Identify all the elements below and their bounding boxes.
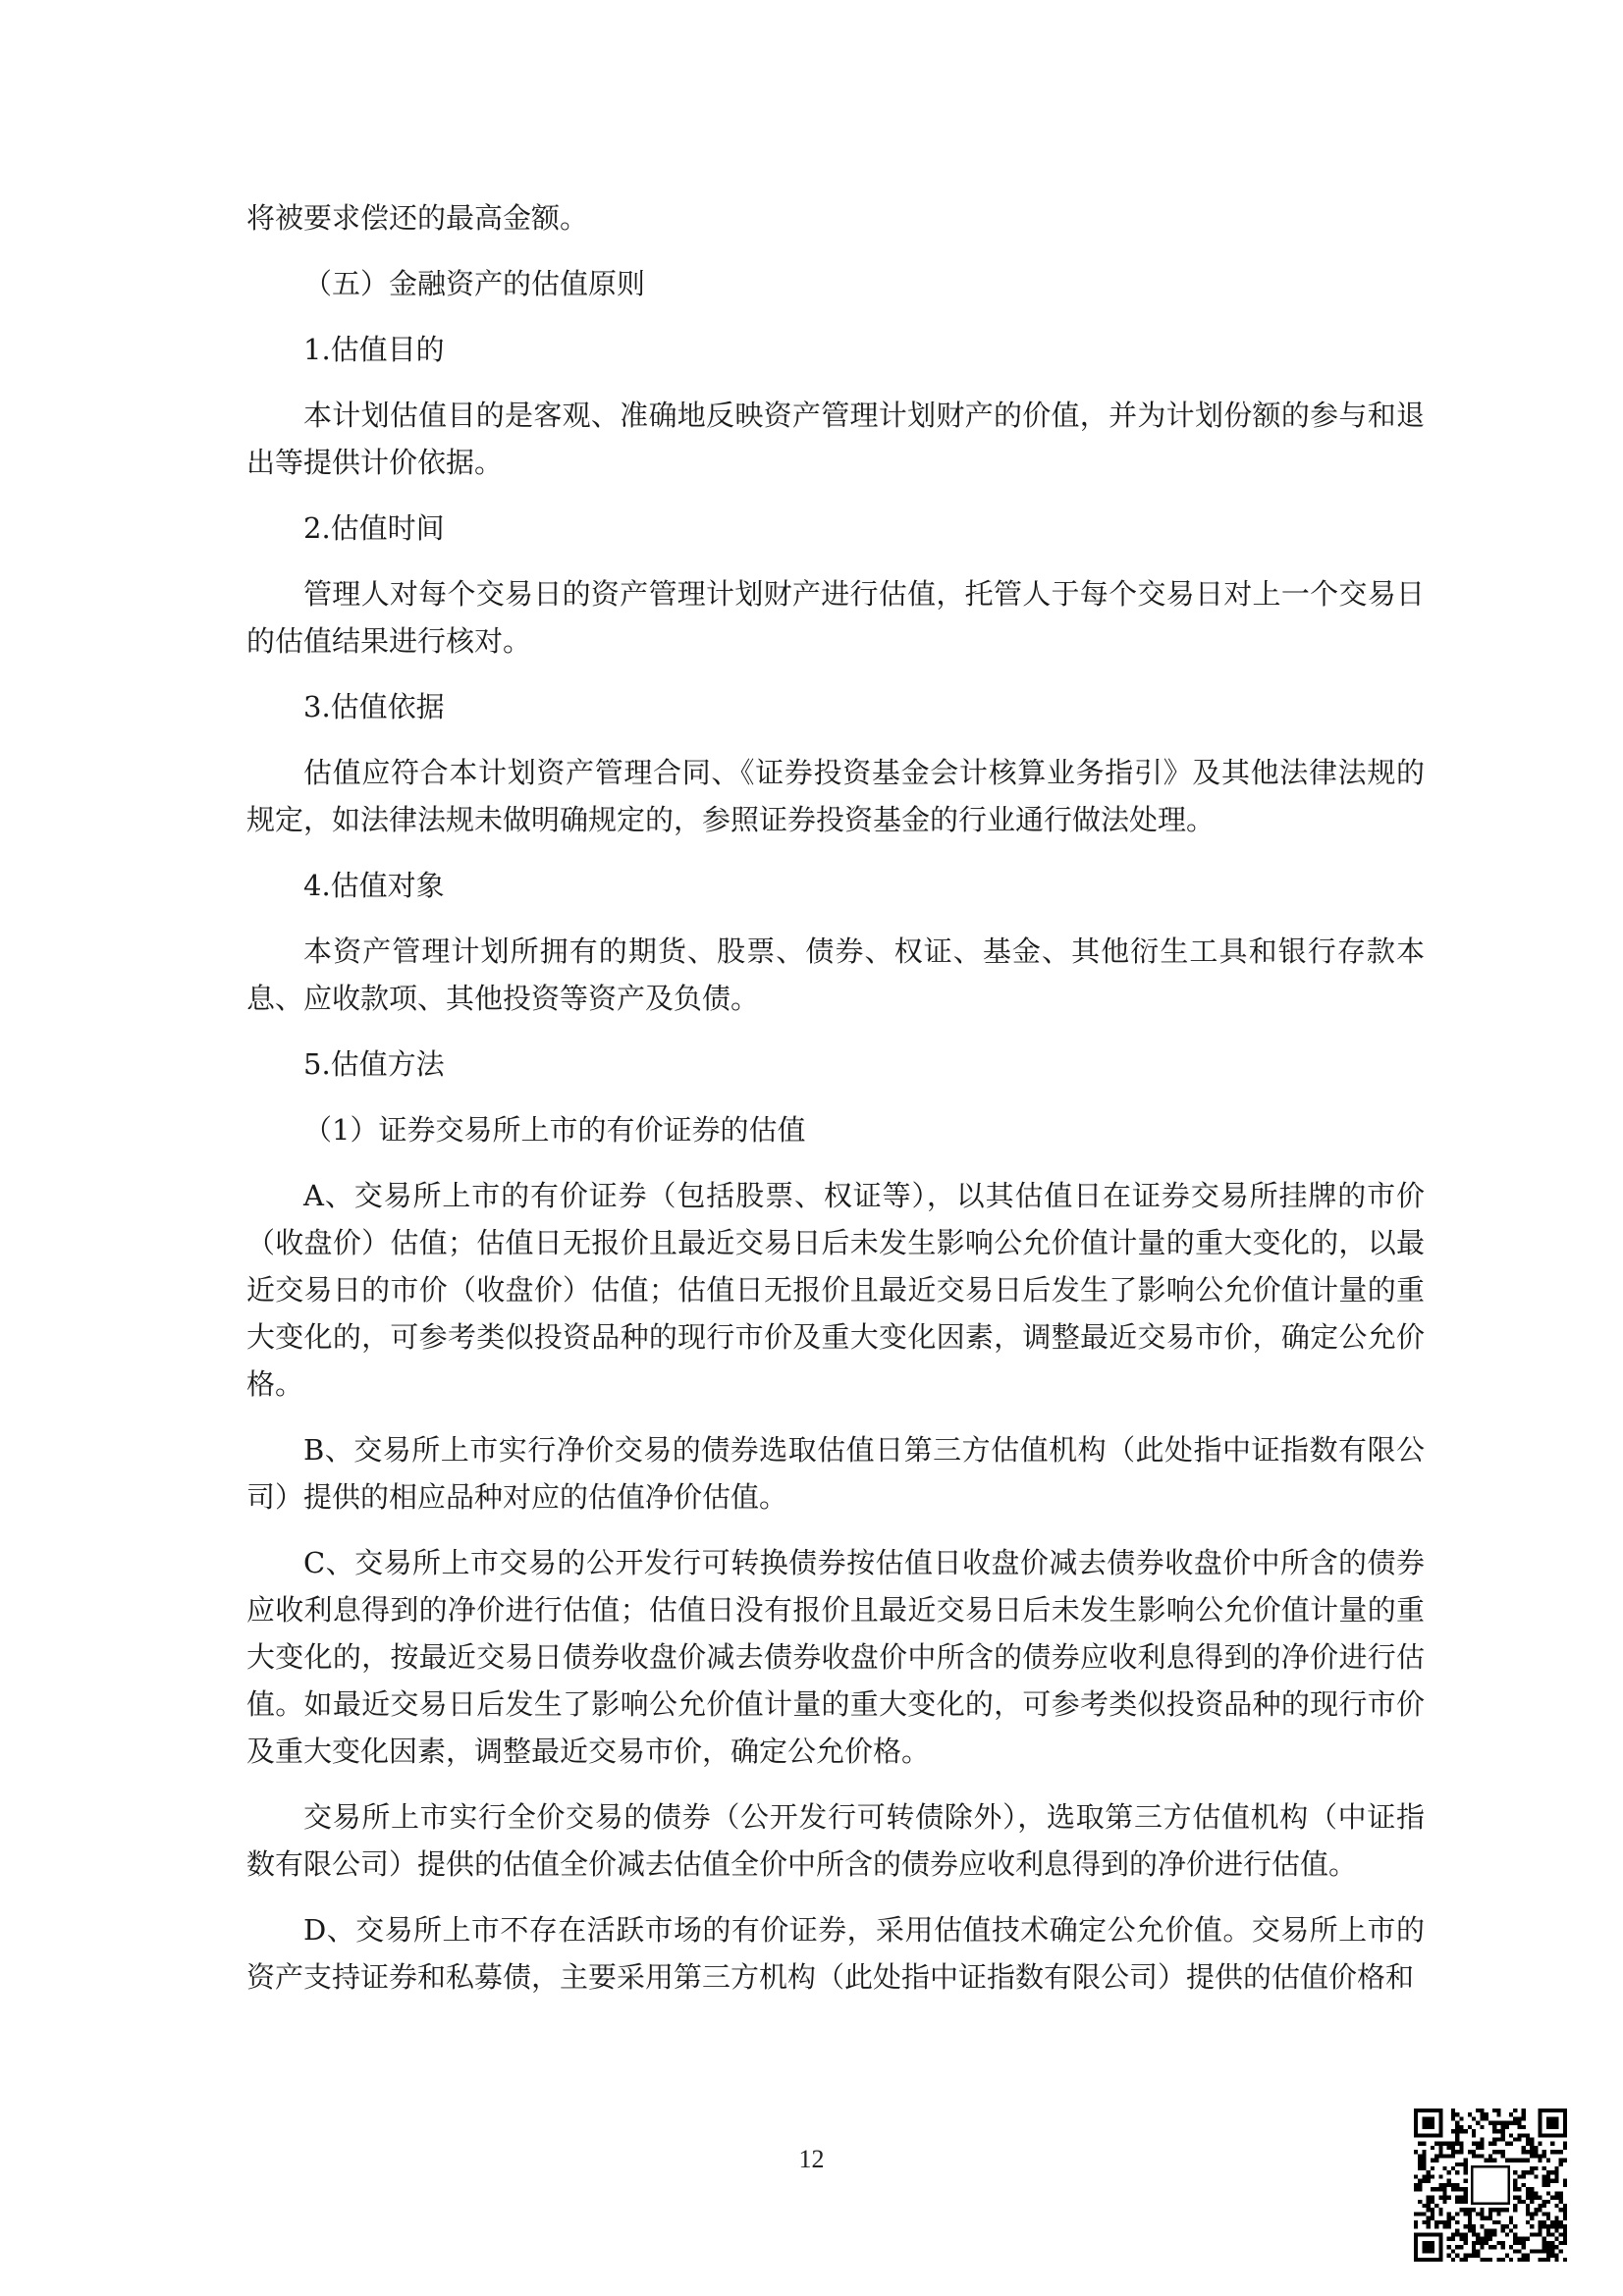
subheading-valuation-purpose: 1.估值目的 bbox=[303, 333, 445, 366]
paragraph: 交易所上市实行全价交易的债券（公开发行可转债除外），选取第三方估值机构（中证指数有限公司）提供的估值全价减去估值全价中所含的债券应收利息得到的净价进行估值。 bbox=[246, 1800, 1425, 1881]
paragraph-item-a: A、交易所上市的有价证券（包括股票、权证等），以其估值日在证券交易所挂牌的市价（收盘价）估值；估值日无报价且最近交易日后未发生影响公允价值计量的重大变化的，以最近交易日的市价（收盘价）估值；估值日无报价且最近交易日后发生了影响公允价值计量的重大变化的，可参考类似投资品种的现行市价及重大变化因素，调整最近交易市价，确定公允价格。 bbox=[246, 1179, 1425, 1401]
paragraph-continuation: 将被要求偿还的最高金额。 bbox=[246, 201, 589, 235]
paragraph-item-d: D、交易所上市不存在活跃市场的有价证券，采用估值技术确定公允价值。交易所上市的资产支持证券和私募债，主要采用第三方机构（此处指中证指数有限公司）提供的估值价格和 bbox=[246, 1913, 1425, 1994]
document-body bbox=[246, 194, 1425, 2019]
paragraph: 本资产管理计划所拥有的期货、股票、债券、权证、基金、其他衍生工具和银行存款本息、应收款项、其他投资等资产及负债。 bbox=[246, 934, 1425, 1015]
paragraph-item-c: C、交易所上市交易的公开发行可转换债券按估值日收盘价减去债券收盘价中所含的债券应收利息得到的净价进行估值；估值日没有报价且最近交易日后未发生影响公允价值计量的重大变化的，按最近交易日债券收盘价减去债券收盘价中所含的债券应收利息得到的净价进行估值。如最近交易日后发生了影响公允价值计量的重大变化的，可参考类似投资品种的现行市价及重大变化因素，调整最近交易市价，确定公允价格。 bbox=[246, 1546, 1425, 1768]
paragraph-item-b: B、交易所上市实行净价交易的债券选取估值日第三方估值机构（此处指中证指数有限公司）提供的相应品种对应的估值净价估值。 bbox=[246, 1433, 1425, 1514]
subheading-exchange-securities: （1）证券交易所上市的有价证券的估值 bbox=[303, 1113, 806, 1147]
section-heading: （五）金融资产的估值原则 bbox=[303, 267, 646, 300]
paragraph: 估值应符合本计划资产管理合同、《证券投资基金会计核算业务指引》及其他法律法规的规定，如法律法规未做明确规定的，参照证券投资基金的行业通行做法处理。 bbox=[246, 756, 1425, 836]
subheading-valuation-methods: 5.估值方法 bbox=[303, 1047, 445, 1081]
subheading-valuation-basis: 3.估值依据 bbox=[303, 690, 445, 723]
qr-code-icon bbox=[1414, 2109, 1567, 2262]
page-number: 12 bbox=[798, 2145, 825, 2173]
subheading-valuation-objects: 4.估值对象 bbox=[303, 869, 445, 902]
subheading-valuation-time: 2.估值时间 bbox=[303, 511, 445, 545]
paragraph: 管理人对每个交易日的资产管理计划财产进行估值，托管人于每个交易日对上一个交易日的估值结果进行核对。 bbox=[246, 577, 1425, 658]
paragraph: 本计划估值目的是客观、准确地反映资产管理计划财产的价值，并为计划份额的参与和退出等提供计价依据。 bbox=[246, 399, 1425, 479]
